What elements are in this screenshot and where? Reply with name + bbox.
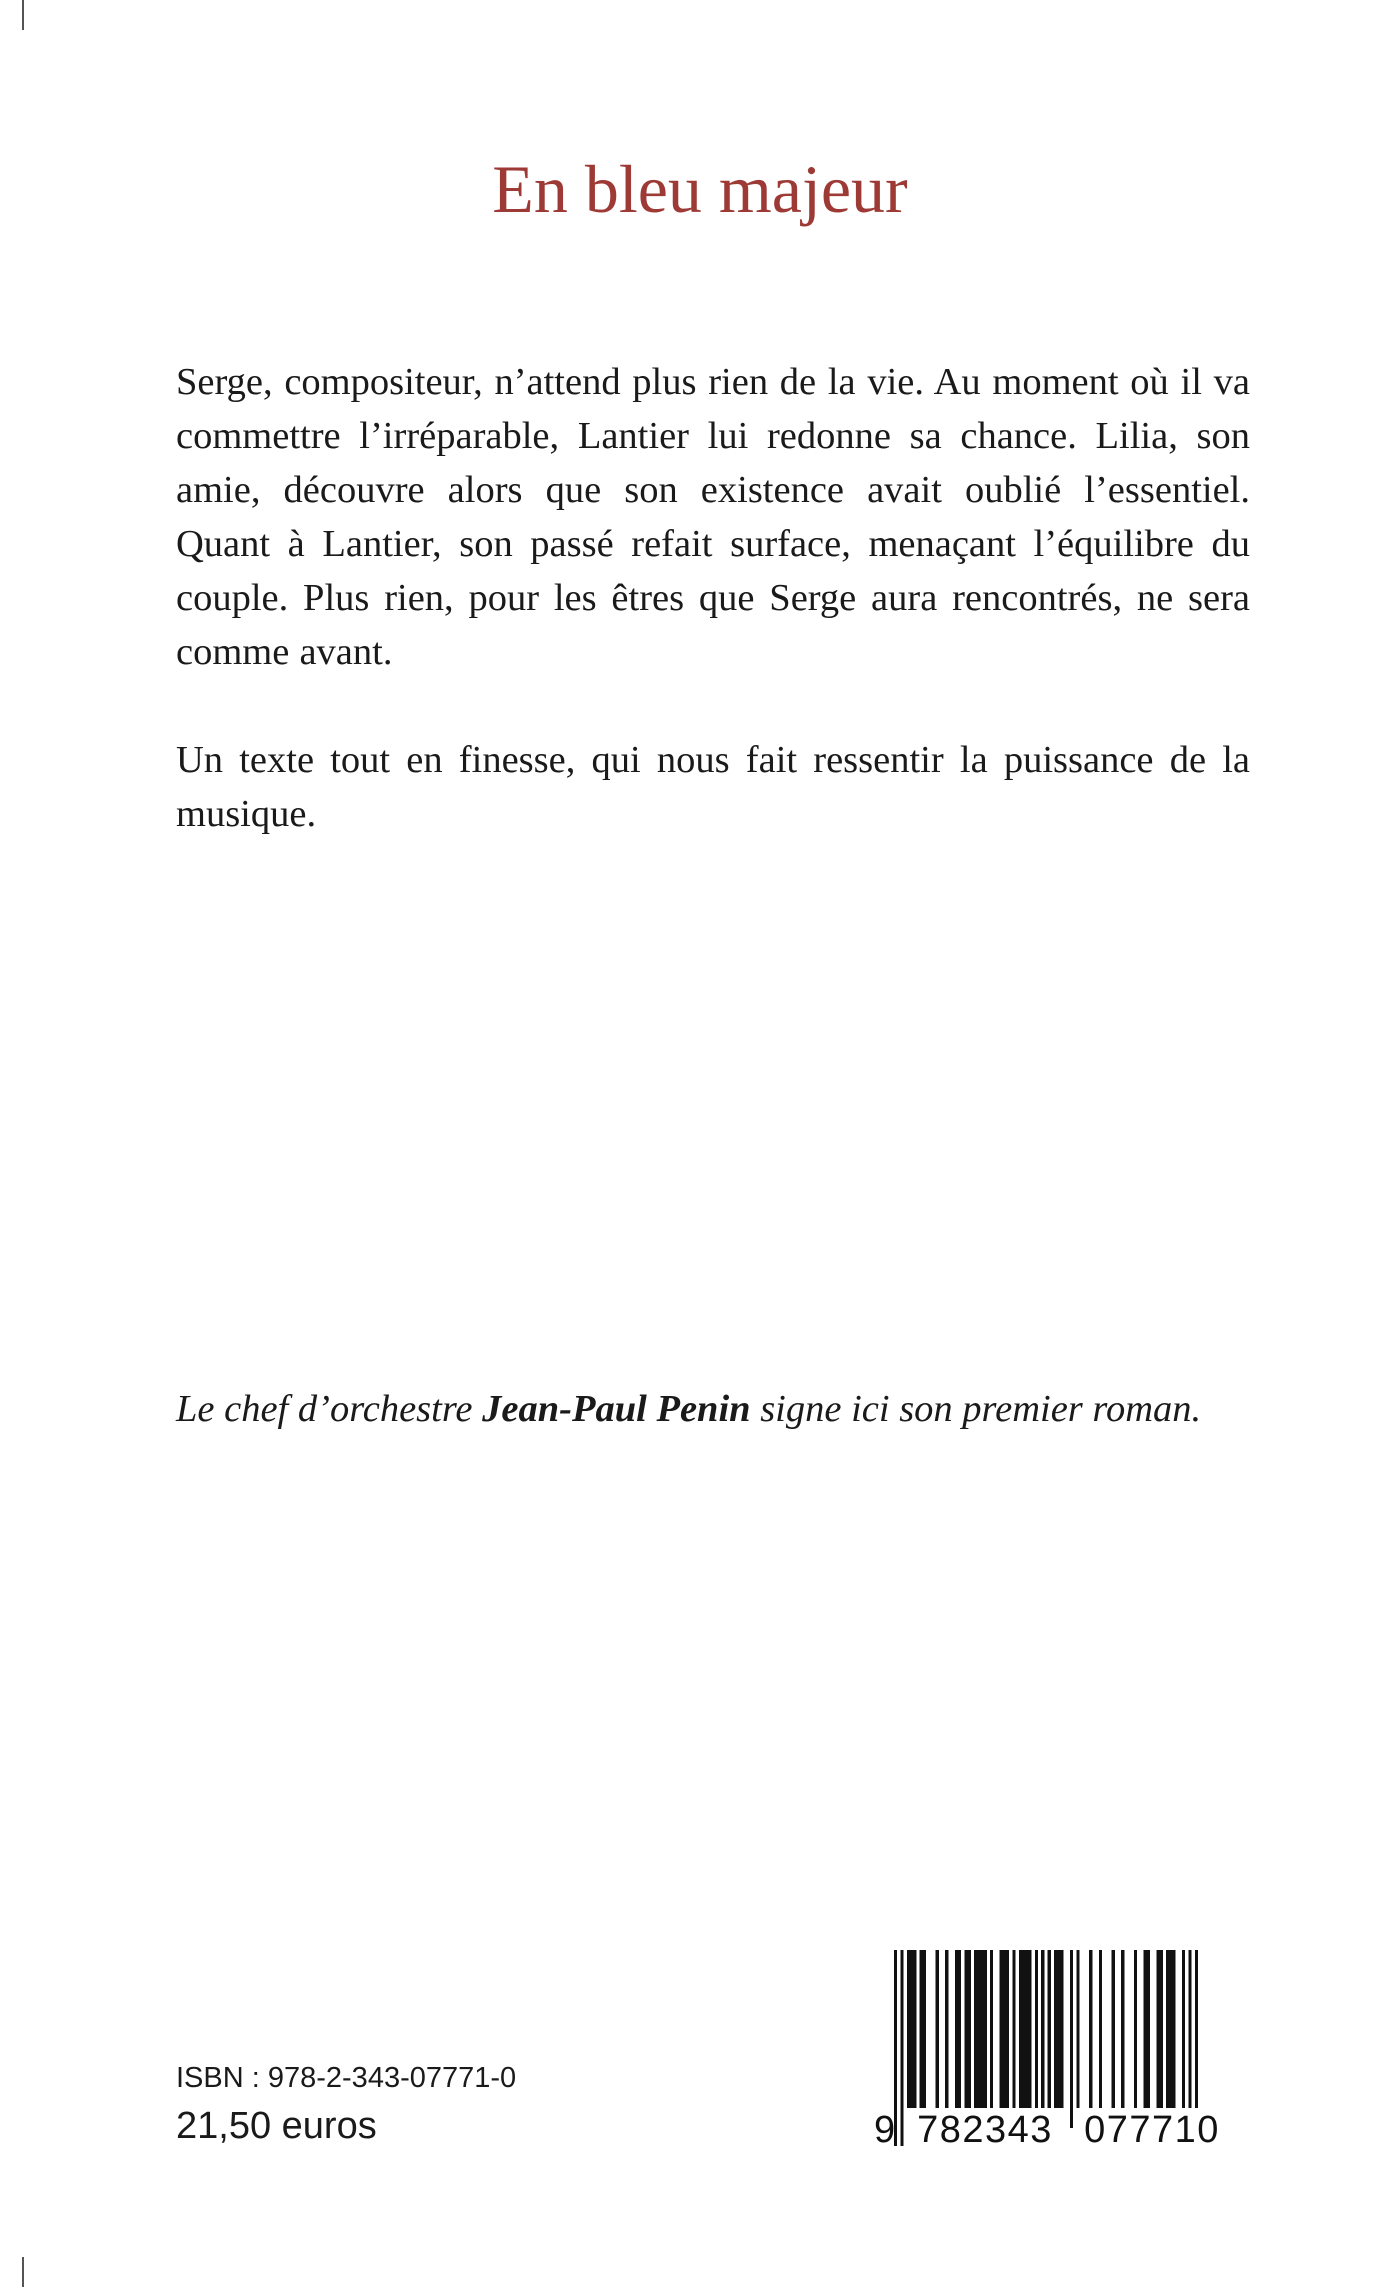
barcode-bar [1035,1950,1038,2128]
barcode-bar [1172,1950,1175,2128]
barcode-bar [977,1950,980,2128]
barcode-bar [923,1950,926,2128]
barcode-bar [1000,1950,1003,2128]
author-line-prefix: Le chef d’orchestre [176,1388,483,1430]
isbn: ISBN : 978-2-343-07771-0 [176,2062,517,2094]
barcode-bar [907,1950,910,2128]
barcode-bar [964,1950,967,2128]
barcode [870,1950,1250,2152]
barcode-right-group: 077710 [1074,2108,1230,2152]
barcode-bar [1025,1950,1028,2128]
barcode-bar [1022,1950,1025,2128]
synopsis-paragraph: Un texte tout en finesse, qui nous fait ressentir la puissance de la musique. [176,739,1250,835]
author-name: Jean-Paul Penin [482,1388,751,1430]
barcode-bar [1112,1950,1115,2128]
barcode-bar [968,1950,971,2128]
barcode-bar [1169,1950,1172,2128]
price: 21,50 euros [176,2105,377,2147]
book-title: En bleu majeur [492,151,908,227]
barcode-bar [1147,1950,1150,2128]
synopsis [176,355,1250,841]
crop-mark-bottom [22,2257,24,2287]
barcode-bar [910,1950,913,2128]
barcode-bar [1134,1950,1137,2128]
barcode-bar [920,1950,923,2128]
author-line-suffix: signe ici son premier roman. [750,1388,1202,1430]
barcode-bar [936,1950,939,2128]
barcode-bar [1012,1950,1015,2128]
barcode-first-digit: 9 [874,2109,896,2151]
author-line [176,1382,1201,1436]
barcode-bar [1003,1950,1006,2128]
barcode-bar [974,1950,977,2128]
barcode-bar [1070,1950,1073,2128]
barcode-bar [1006,1950,1009,2128]
barcode-bar [1156,1950,1159,2128]
barcode-bar [990,1950,993,2128]
barcode-bar [1060,1950,1063,2128]
barcode-bar [1121,1950,1124,2128]
barcode-bar [1099,1950,1102,2128]
crop-mark-top [22,0,24,30]
barcode-bar [1089,1950,1092,2128]
barcode-digits [870,2108,1250,2152]
barcode-bar [1019,1950,1022,2128]
barcode-bar [1054,1950,1057,2128]
barcode-bar [958,1950,961,2128]
barcode-bar [980,1950,983,2128]
synopsis-paragraph: Serge, compositeur, n’attend plus rien de la vie. Au moment où il va commettre l’irréparable, Lantier lui redonne sa chance. Lilia, son amie, découvre alors que son existence avait oublié l’essentiel. Quant à Lantier, son passé refait surface, menaçant l’équilibre du couple. Plus rien, pour les êtres que Serge aura rencontrés, ne sera comme avant. [176,361,1250,673]
barcode-bar [984,1950,987,2128]
barcode-bar [945,1950,948,2128]
barcode-left-group: 782343 [906,2108,1064,2152]
barcode-bar [1182,1950,1185,2128]
barcode-bar [1076,1950,1079,2128]
barcode-bar [1166,1950,1169,2128]
barcode-bar [955,1950,958,2128]
barcode-bar [1028,1950,1031,2128]
barcode-bar [1160,1950,1163,2128]
barcode-bar [1144,1950,1147,2128]
barcode-bar [1057,1950,1060,2128]
barcode-bar [913,1950,916,2128]
